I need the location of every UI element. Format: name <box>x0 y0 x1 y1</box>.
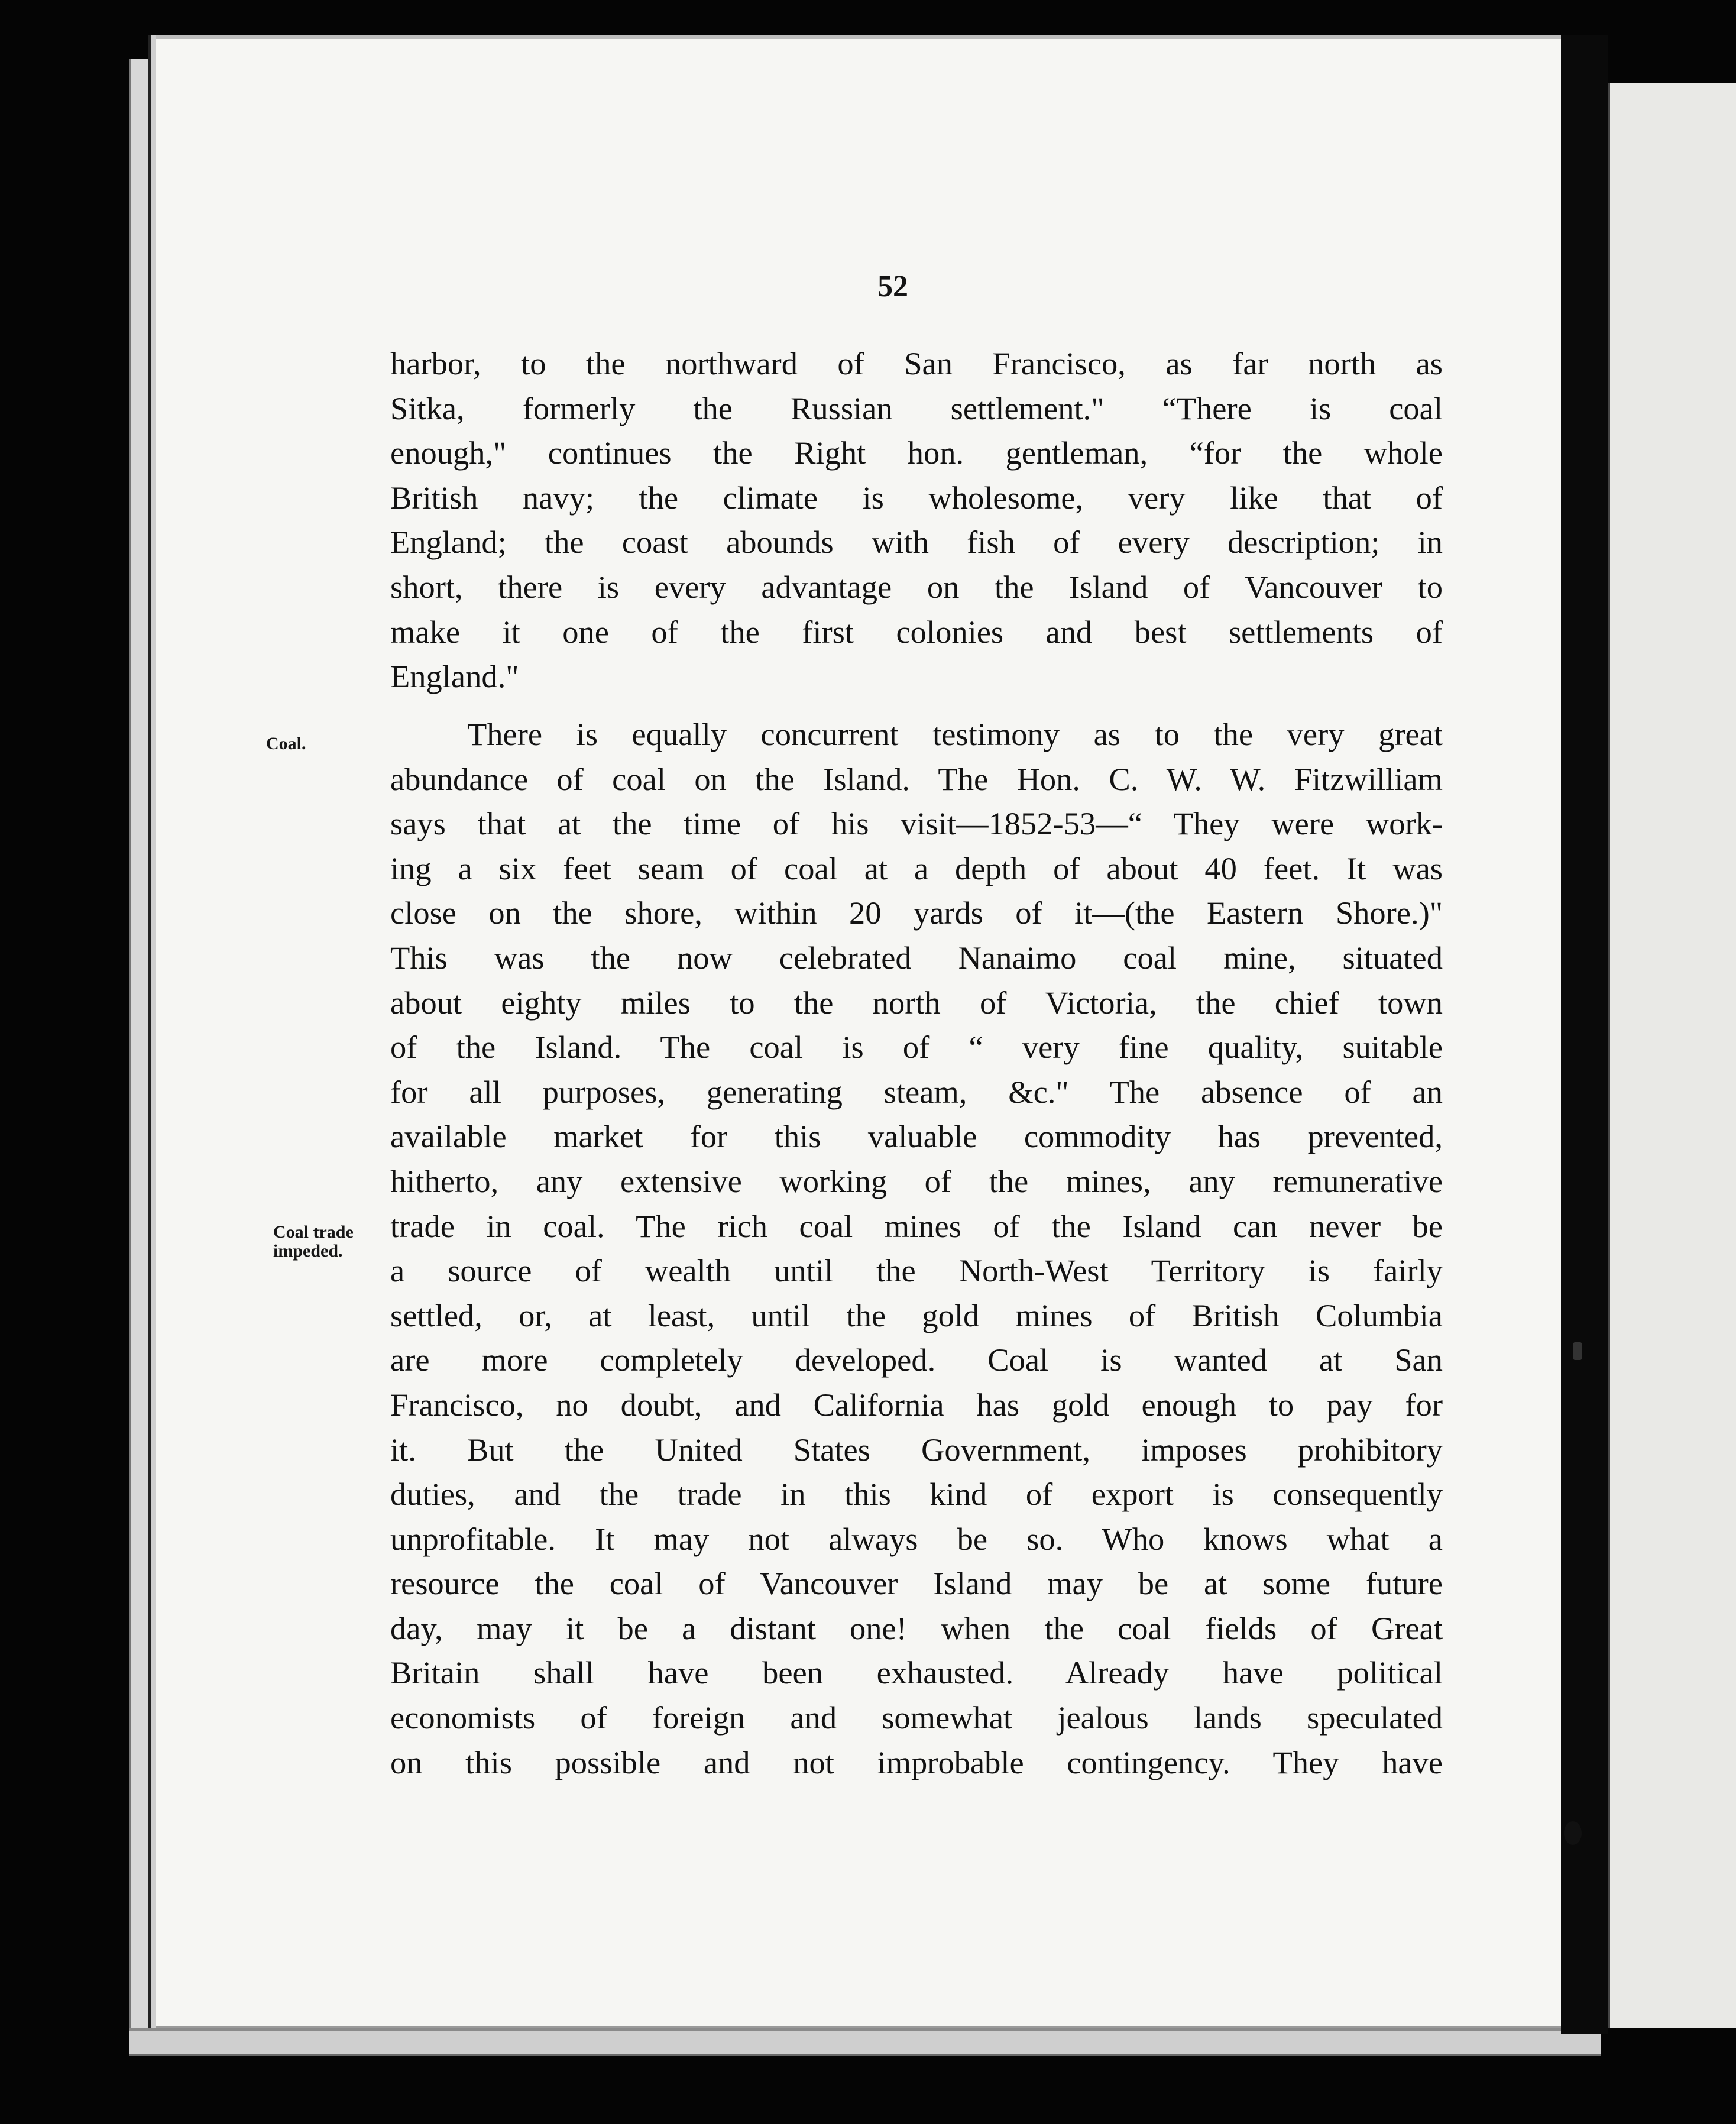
book-gutter <box>1561 35 1608 2034</box>
text-line: of the Island. The coal is of “ very fine quality, suitable <box>390 1029 1443 1066</box>
text-line: Francisco, no doubt, and California has gold enough to pay for <box>390 1386 1443 1423</box>
text-line: short, there is every advantage on the Island of Vancouver to <box>390 568 1443 605</box>
text-line: hitherto, any extensive working of the mines, any remunerative <box>390 1163 1443 1199</box>
text-line: Britain shall have been exhausted. Already have political <box>390 1654 1443 1691</box>
text-line: says that at the time of his visit—1852-53—“ They were work- <box>390 805 1443 842</box>
text-line: abundance of coal on the Island. The Hon. C. W. W. Fitzwilliam <box>390 760 1443 797</box>
page-edge-bottom <box>129 2028 1601 2056</box>
text-line: economists of foreign and somewhat jealous lands speculated <box>390 1699 1443 1736</box>
text-line: a source of wealth until the North-West Territory is fairly <box>390 1252 1443 1289</box>
paragraph-2 <box>390 712 1443 1785</box>
text-line: British navy; the climate is wholesome, very like that of <box>390 479 1443 516</box>
text-line: day, may it be a distant one! when the coal fields of Great <box>390 1610 1443 1646</box>
text-line: resource the coal of Vancouver Island may be at some future <box>390 1565 1443 1602</box>
text-line: Sitka, formerly the Russian settlement." “There is coal <box>390 390 1443 426</box>
text-line: about eighty miles to the north of Victoria, the chief town <box>390 984 1443 1021</box>
text-line: duties, and the trade in this kind of export is consequently <box>390 1476 1443 1513</box>
text-line: make it one of the first colonies and best settlements of <box>390 613 1443 650</box>
margin-note-coal-trade <box>273 1223 354 1261</box>
text-line: close on the shore, within 20 yards of it—(the Eastern Shore.)" <box>390 895 1443 931</box>
margin-note-text: impeded. <box>273 1241 343 1261</box>
text-line: trade in coal. The rich coal mines of the Island can never be <box>390 1207 1443 1244</box>
adjacent-page-edge <box>1608 83 1736 2028</box>
margin-note-text: Coal. <box>266 734 306 753</box>
text-line: on this possible and not improbable contingency. They have <box>390 1744 1443 1780</box>
text-line: ing a six feet seam of coal at a depth of about 40 feet. It was <box>390 850 1443 886</box>
paragraph-1 <box>390 341 1443 699</box>
margin-note-text: Coal trade <box>273 1222 354 1242</box>
text-line: settled, or, at least, until the gold mines of British Columbia <box>390 1297 1443 1333</box>
text-line: England." <box>390 658 519 695</box>
text-line: for all purposes, generating steam, &c." The absence of an <box>390 1073 1443 1110</box>
binding-stitch <box>1573 1342 1582 1360</box>
text-line: available market for this valuable commodity has prevented, <box>390 1118 1443 1155</box>
text-line: enough," continues the Right hon. gentleman, “for the whole <box>390 435 1443 471</box>
margin-note-coal <box>266 734 306 753</box>
text-line: are more completely developed. Coal is wanted at San <box>390 1342 1443 1378</box>
text-line: There is equally concurrent testimony as to the very great <box>467 716 1443 752</box>
text-line: harbor, to the northward of San Francisco, as far north as <box>390 345 1443 381</box>
text-line: England; the coast abounds with fish of every description; in <box>390 524 1443 561</box>
binding-stitch <box>1564 1821 1582 1845</box>
text-line: unprofitable. It may not always be so. Who knows what a <box>390 1520 1443 1557</box>
page-number: 52 <box>877 270 908 303</box>
text-line: This was the now celebrated Nanaimo coal mine, situated <box>390 939 1443 976</box>
text-line: it. But the United States Government, imposes prohibitory <box>390 1431 1443 1468</box>
